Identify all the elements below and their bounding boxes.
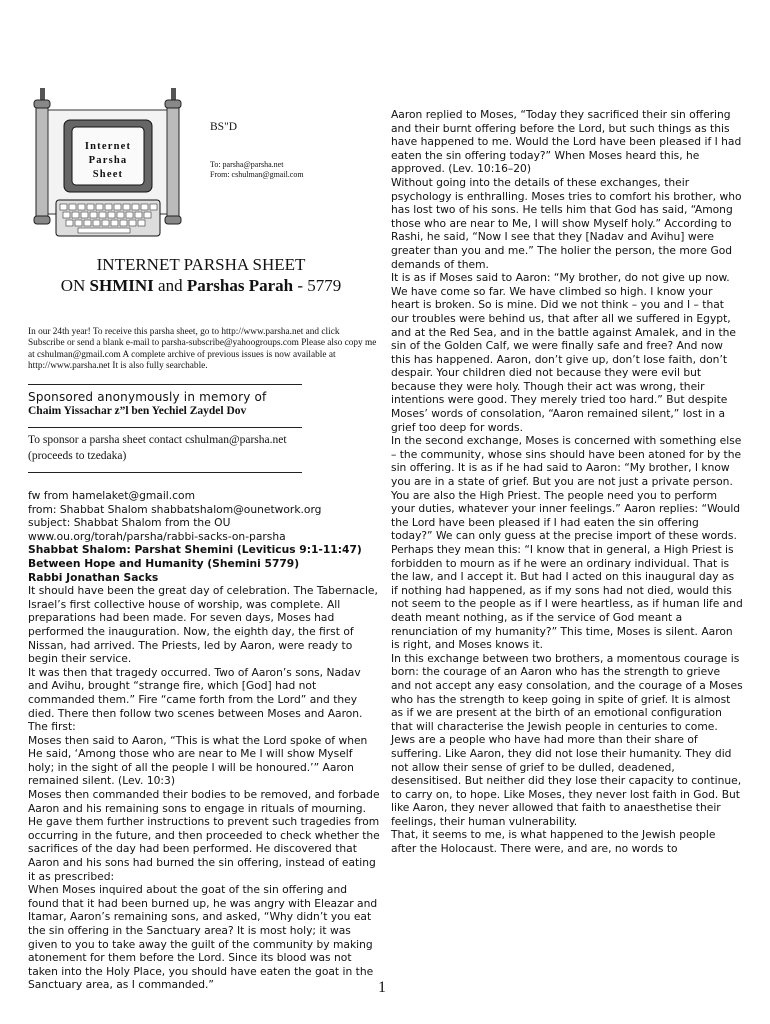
page-number: 1 — [378, 979, 386, 996]
article-column-left — [28, 489, 380, 992]
paragraph-6: Aaron replied to Moses, “Today they sacrificed their sin offering and their burnt offering before the Lord, but such things as this have happened to me. Would the Lord have been pleased if I had eaten the sin offering today?” When Moses heard this, he approved. (Lev. 10:16–20) — [391, 108, 742, 176]
article-subheading: Between Hope and Humanity (Shemini 5779) — [28, 556, 300, 570]
article-column-right — [391, 108, 743, 856]
from-address: From: cshulman@gmail.com — [210, 170, 304, 179]
to-address: To: parsha@parsha.net — [210, 160, 284, 169]
contact-block — [210, 160, 304, 180]
paragraph-5: When Moses inquired about the goat of the sin offering and found that it had been burned up, he was angry with Eleazar and Itamar, Aaron’s remaining sons, and asked, “Why didn’t you eat the sin offering in the Sanctuary area? It is most holy; it was given to you to take away the guilt of the community by making atonement for them before the Lord. Since its blood was not taken into the Holy Place, you should have eaten the goat in the Sanctuary area, as I commanded.” — [28, 883, 378, 992]
title-line1: INTERNET PARSHA SHEET — [96, 255, 306, 274]
title-year: - 5779 — [293, 276, 342, 295]
intro-text: In our 24th year! To receive this parsha sheet, go to http://www.parsha.net and click Subscribe or send a blank e-mail to parsha-subscribe@yahoogroups.com Please also copy me at cshulman@gmail.com A complete archive of previous issues is now available at http://www.parsha.net It is also fully searchable. — [28, 327, 377, 371]
paragraph-2: It was then that tragedy occurred. Two of Aaron’s sons, Nadav and Avihu, brought “strange fire, which [God] had not commanded them.” Fire “came forth from the Lord” and they died. There then follow two scenes between Moses and Aaron. The first: — [28, 665, 363, 734]
sponsor-contact — [28, 432, 287, 464]
sponsor-contact-line2: (proceeds to tzedaka) — [28, 450, 127, 462]
divider-2 — [28, 427, 302, 428]
from-line: from: Shabbat Shalom shabbatshalom@ounetwork.org — [28, 502, 322, 516]
title-and: and — [153, 276, 187, 295]
page-title — [28, 254, 374, 296]
logo-line3: Sheet — [92, 169, 124, 180]
sponsor-label: Sponsored anonymously in memory of — [28, 390, 267, 404]
subject-line: subject: Shabbat Shalom from the OU — [28, 516, 231, 530]
logo-line1: Internet — [84, 141, 132, 152]
article-author: Rabbi Jonathan Sacks — [28, 570, 159, 584]
internet-parsha-sheet-logo — [22, 88, 194, 248]
logo-line2: Parsha — [88, 155, 128, 166]
sponsor-name: Chaim Yissachar z”l ben Yechiel Zaydel Dov — [28, 405, 247, 417]
divider-1 — [28, 384, 302, 385]
torah-scroll-computer-icon — [22, 88, 194, 248]
paragraph-10: In this exchange between two brothers, a momentous courage is born: the courage of an Aaron who has the strength to grieve and not accept any easy consolation, and the courage of a Moses who has the strength to keep going in spite of grief. It is almost as if we are present at the birth of an emotional configuration that will characterise the Jewish people in centuries to come. Jews are a people who have had more than their share of suffering. Like Aaron, they did not lose their humanity. They did not allow their sense of grief to be dulled, deadened, desensitised. But neither did they lose their capacity to continue, to carry on, to hope. Like Moses, they never lost faith in God. But like Aaron, they never allowed that faith to anaesthetise their feelings, their human vulnerability. — [391, 651, 743, 828]
paragraph-4: Moses then commanded their bodies to be removed, and forbade Aaron and his remaining sons to engage in rituals of mourning. He gave them further instructions to prevent such tragedies from occurring in the future, and then proceeded to check whether the sacrifices of the day had been performed. He discovered that Aaron and his sons had burned the sin offering, instead of eating it as prescribed: — [28, 788, 380, 883]
title-parsha2: Parshas Parah — [186, 276, 294, 295]
title-parsha1: SHMINI — [89, 276, 154, 295]
title-on: ON — [60, 276, 90, 295]
paragraph-1: It should have been the great day of celebration. The Tabernacle, Israel’s first collective house of worship, was complete. All preparations had been made. For seven days, Moses had performed the inauguration. Now, the eighth day, the first of Nissan, had arrived. The Priests, led by Aaron, were ready to begin their service. — [28, 584, 378, 666]
article-heading: Shabbat Shalom: Parshat Shemini (Leviticus 9:1-11:47) — [28, 543, 362, 557]
bsd-mark: BS"D — [210, 121, 238, 133]
title-line2 — [28, 275, 374, 296]
paragraph-9: In the second exchange, Moses is concerned with something else – the community, whose sins should have been atoned for by the sin offering. It is as if he had said to Aaron: “My brother, I know you are in a state of grief. But you are not just a private person. You are also the High Priest. The people need you to perform your duties, whatever your inner feelings.” Aaron replies: “Would the Lord have been pleased if I had eaten the sin offering today?” We can only guess at the precise import of these words. Perhaps they mean this: “I know that in general, a High Priest is forbidden to mourn as if he were an ordinary individual. That is the law, and I accept it. But had I acted on this inaugural day as if nothing had happened, as if my sons had not died, would this not seem to the people as if I were heartless, as if human life and death meant nothing, as if the service of God meant a renunciation of my humanity?” This time, Moses is silent. Aaron is right, and Moses knows it. — [391, 434, 743, 652]
sponsor-contact-line1: To sponsor a parsha sheet contact cshulman@parsha.net — [28, 434, 287, 446]
paragraph-11: That, it seems to me, is what happened to the Jewish people after the Holocaust. There were, and are, no words to — [391, 828, 716, 856]
paragraph-7: Without going into the details of these exchanges, their psychology is enthralling. Moses tries to comfort his brother, who has lost two of his sons. He tells him that God has said, “Among those who are near to Me, I will show Myself holy.” According to Rashi, he said, “Now I see that they [Nadav and Avihu] were greater than you and me.” The holier the person, the more God demands of them. — [391, 175, 742, 271]
source-url: www.ou.org/torah/parsha/rabbi-sacks-on-parsha — [28, 529, 286, 543]
paragraph-3: Moses then said to Aaron, “This is what the Lord spoke of when He said, ‘Among those who are near to Me I will show Myself holy; in the sight of all the people I will be honoured.’” Aaron remained silent. (Lev. 10:3) — [28, 733, 368, 788]
paragraph-8: It is as if Moses said to Aaron: “My brother, do not give up now. We have come so far. We have climbed so high. I know your heart is broken. So is mine. Did we not think – you and I – that our troubles were behind us, that after all we suffered in Egypt, and at the Red Sea, and in the battle against Amalek, and in the sin of the Golden Calf, we were finally safe and free? And now this has happened. Aaron, don’t give up, don’t lose faith, don’t despair. Your children died not because they were evil but because they were holy. Though their act was wrong, their intentions were good. They merely tried too hard.” But despite Moses’ words of consolation, “Aaron remained silent,” lost in a grief too deep for words. — [391, 271, 736, 434]
divider-3 — [28, 472, 302, 473]
fw-line: fw from hamelaket@gmail.com — [28, 489, 195, 502]
